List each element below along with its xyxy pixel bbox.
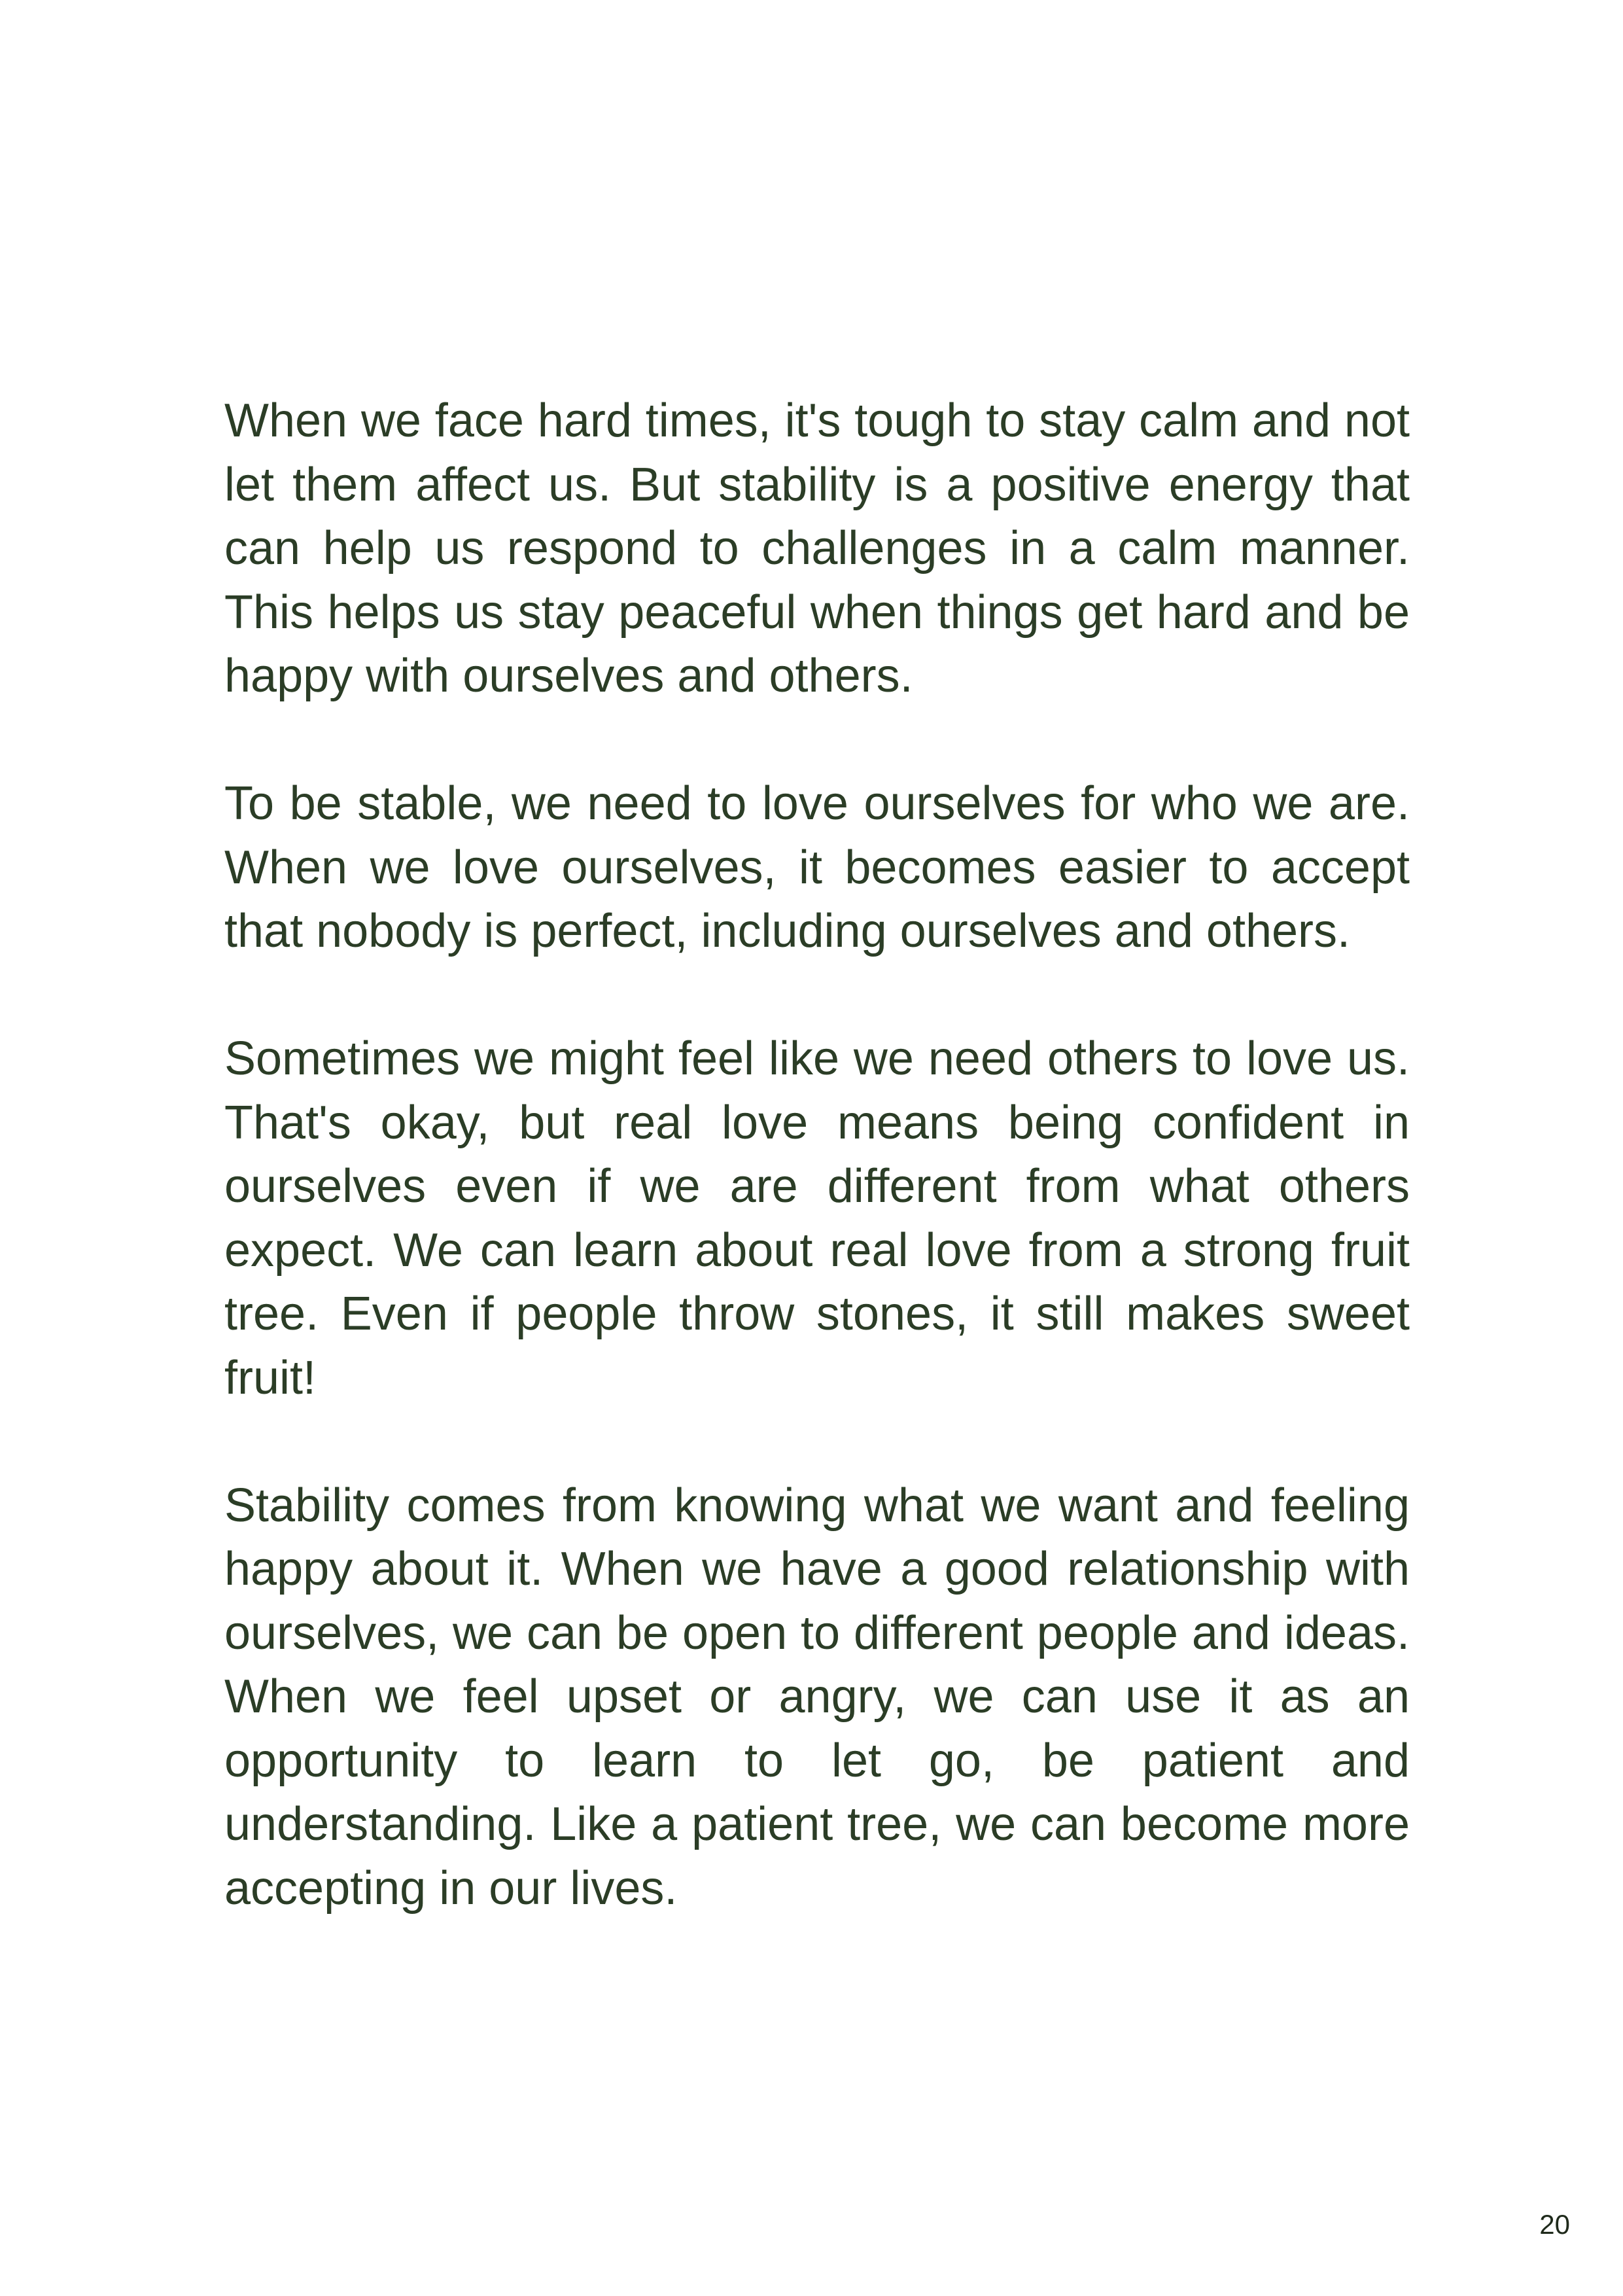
paragraph-stability: Stability comes from knowing what we want and feeling happy about it. When we have a good relationship with ourselves, we can be open to different people and ideas. When we feel upset or angry, we can use it as an opportunity to learn to let go, be patient and understanding. Like a patient tree, we can become more accepting in our lives. (224, 1479, 1410, 1915)
paragraph-real-love: Sometimes we might feel like we need others to love us. That's okay, but real love means being confident in ourselves even if we are different from what others expect. We can learn about real love from a strong fruit tree. Even if people throw stones, it still makes sweet fruit! (224, 1033, 1410, 1404)
paragraph-self-love: To be stable, we need to love ourselves for who we are. When we love ourselves, it becomes easier to accept that nobody is perfect, including ourselves and others. (224, 777, 1410, 957)
body-text (224, 389, 1410, 1985)
page-number: 20 (1539, 2209, 1570, 2240)
paragraph-hard-times: When we face hard times, it's tough to stay calm and not let them affect us. But stability is a positive energy that can help us respond to challenges in a calm manner. This helps us stay peaceful when things get hard and be happy with ourselves and others. (224, 395, 1410, 702)
